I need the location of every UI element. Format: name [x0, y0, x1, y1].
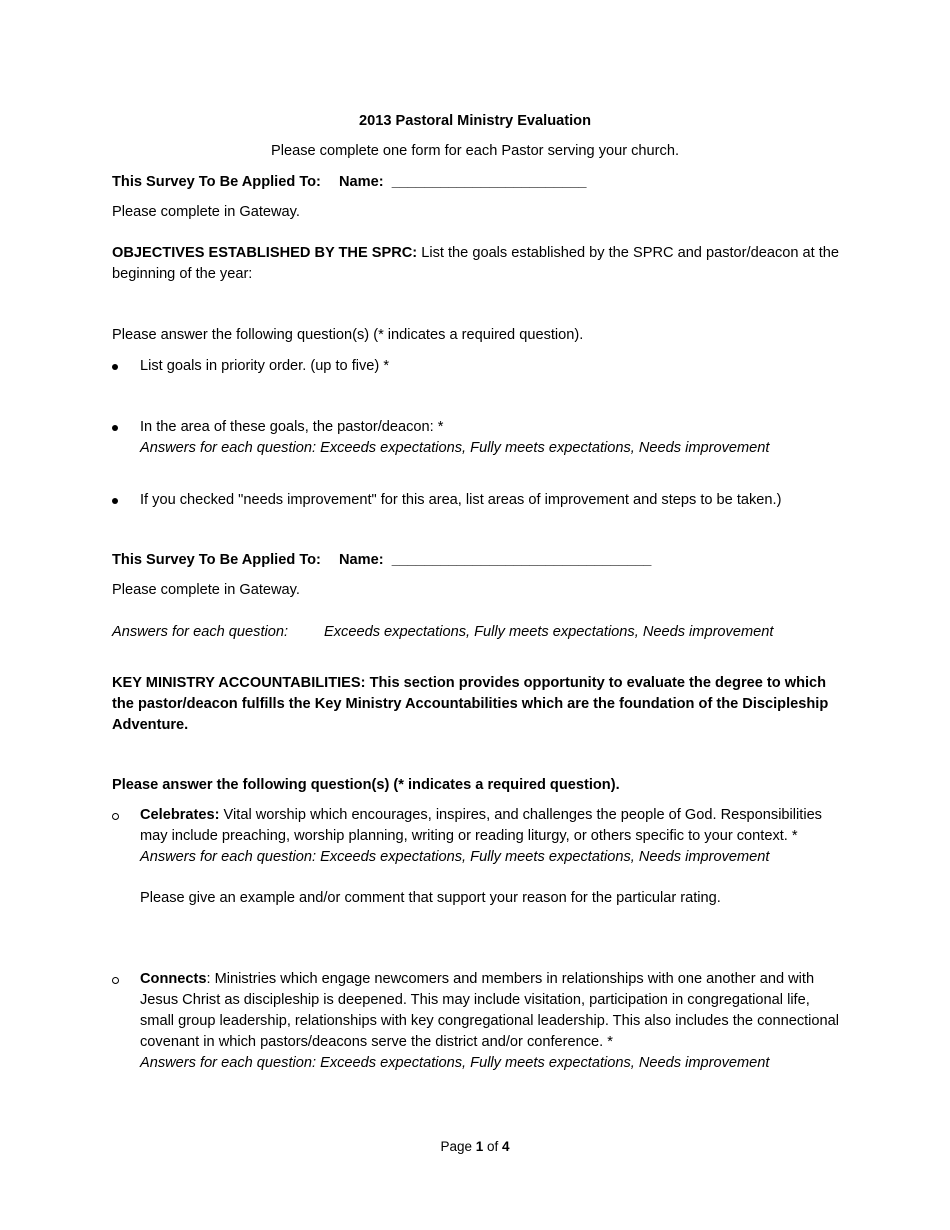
gateway-note-2: Please complete in Gateway.	[112, 582, 300, 598]
answers-values: Exceeds expectations, Fully meets expectations, Needs improvement	[324, 624, 774, 640]
list-item-text: List goals in priority order. (up to five) *	[140, 358, 390, 374]
bullet-icon	[112, 498, 118, 504]
item-text: : Ministries which engage newcomers and members in relationships with one another and with Jesus Christ as discipleship is deepened. This may include visitation, participation in congregational life, small group leadership, relationships with key congregational leadership. This also includes the connectional covenant in which pastors/deacons serve the district and/or conference. *	[140, 971, 840, 1050]
kma-instructions: Please answer the following question(s) (* indicates a required question).	[112, 777, 620, 793]
item-text: Vital worship which encourages, inspires, and challenges the people of God. Responsibilities may include preaching, worship planning, writing or reading liturgy, or others specific to your context. *	[140, 807, 822, 844]
kma-heading: KEY MINISTRY ACCOUNTABILITIES: This section provides opportunity to evaluate the degree to which the pastor/deacon fulfills the Key Ministry Accountabilities which are the foundation of the Discipleship Adventure.	[112, 675, 829, 733]
list-item-text: In the area of these goals, the pastor/deacon: *	[140, 419, 444, 435]
survey-applied-label: This Survey To Be Applied To:	[112, 174, 321, 190]
list-item	[112, 417, 842, 459]
list-item	[112, 490, 842, 511]
list-item	[112, 356, 842, 377]
name-label: Name:	[338, 552, 384, 568]
page-word: Page	[440, 1139, 472, 1154]
document-subtitle: Please complete one form for each Pastor serving your church.	[270, 143, 679, 159]
bullet-icon	[112, 364, 118, 370]
objectives-text: List the goals established by the SPRC and pastor/deacon at the beginning of the year:	[112, 245, 840, 282]
bullet-icon	[112, 425, 118, 431]
comment-prompt: Please give an example and/or comment that support your reason for the particular rating.	[140, 890, 721, 906]
list-item	[112, 969, 842, 1074]
gateway-note: Please complete in Gateway.	[112, 204, 300, 220]
name-label: Name:	[338, 174, 384, 190]
name-blank: ________________________	[391, 174, 587, 190]
total-pages: 4	[502, 1139, 510, 1154]
document-title: 2013 Pastoral Ministry Evaluation	[359, 113, 591, 129]
survey-applied-to-line	[112, 172, 842, 193]
name-blank: ________________________________	[391, 552, 652, 568]
objectives-heading: OBJECTIVES ESTABLISHED BY THE SPRC:	[112, 245, 418, 261]
objectives-instructions: Please answer the following question(s) (* indicates a required question).	[112, 327, 584, 343]
page-footer	[0, 1136, 950, 1157]
circle-bullet-icon	[112, 813, 119, 820]
list-item	[112, 805, 842, 909]
answers-line	[112, 622, 842, 643]
answers-label: Answers for each question:	[112, 624, 289, 640]
circle-bullet-icon	[112, 977, 119, 984]
answer-options: Answers for each question: Exceeds expectations, Fully meets expectations, Needs improvement	[140, 440, 770, 456]
of-word: of	[487, 1139, 499, 1154]
survey-applied-to-line-2	[112, 550, 842, 571]
answer-options: Answers for each question: Exceeds expectations, Fully meets expectations, Needs improvement	[140, 1055, 770, 1071]
item-term: Connects	[140, 971, 207, 987]
answer-options: Answers for each question: Exceeds expectations, Fully meets expectations, Needs improvement	[140, 849, 770, 865]
list-item-text: If you checked "needs improvement" for this area, list areas of improvement and steps to be taken.)	[140, 492, 782, 508]
survey-applied-label: This Survey To Be Applied To:	[112, 552, 321, 568]
item-term: Celebrates:	[140, 807, 220, 823]
current-page: 1	[475, 1139, 484, 1154]
objectives-paragraph	[112, 243, 842, 285]
